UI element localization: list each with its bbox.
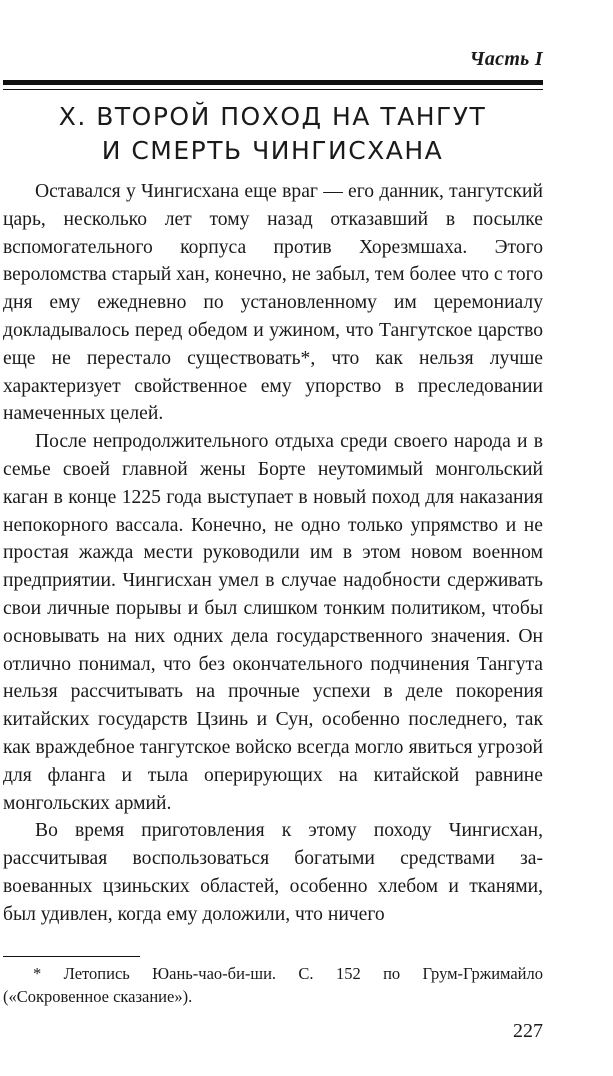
body-text: [3, 178, 543, 929]
header-rule-thick: [3, 80, 543, 85]
footnote-text: * Летопись Юань-чао-би-ши. С. 152 по Грум-Гржимайло («Сокровенное сказание»).: [3, 964, 543, 1006]
running-head: Часть I: [469, 48, 543, 70]
chapter-title-line-2: И СМЕРТЬ ЧИНГИСХАНА: [101, 136, 444, 165]
chapter-title: [0, 100, 545, 168]
page-number: 227: [513, 1020, 543, 1042]
chapter-title-line-1: X. ВТОРОЙ ПОХОД НА ТАНГУТ: [58, 102, 487, 131]
footnote: [3, 962, 543, 1008]
paragraph-2: После непродолжительного отдыха среди своего народа и в семье своей главной жены Борте неутомимый монгольский каган в конце 1225 года выступает в новый поход для наказания непокорного вассала. Конечно, не одно только упрямство и не простая жажда мести руководили им в этом новом военном предприятии. Чингисхан умел в случае надобности сдерживать свои личные порывы и был слишком тонким политиком, чтобы основывать на них одних дела государственного значения. Он отлично понимал, что без окончательного подчинения Тангута нельзя рассчитывать на прочные успехи в деле покорения китайских государств Цзинь и Сун, особенно последнего, так как враждебное тангутское войско всегда могло явиться угрозой для фланга и тыла оперирующих на китайской равнине монгольских армий.: [3, 431, 543, 814]
paragraph-1: Оставался у Чингисхана еще враг — его данник, тангутский царь, несколько лет тому назад отказавший в посылке вспомогательного корпуса против Хорезмшаха. Этого вероломства старый хан, конечно, не забыл, тем более что с того дня ему ежедневно по установленному им церемониалу докладывалось перед обедом и ужином, что Тангутское царство еще не перестало существовать*, что как нельзя лучше характеризует свойственное ему упорство в преследовании намеченных целей.: [3, 181, 543, 425]
header-rule-thin: [3, 89, 543, 90]
footnote-rule: [3, 956, 140, 957]
paragraph-3: Во время приготовления к этому походу Чингисхан, рассчитывая воспользоваться богатыми средствами завоеванных цзиньских областей, особенно хлебом и тканями, был удивлен, когда ему доложили, что ничего: [3, 820, 543, 925]
